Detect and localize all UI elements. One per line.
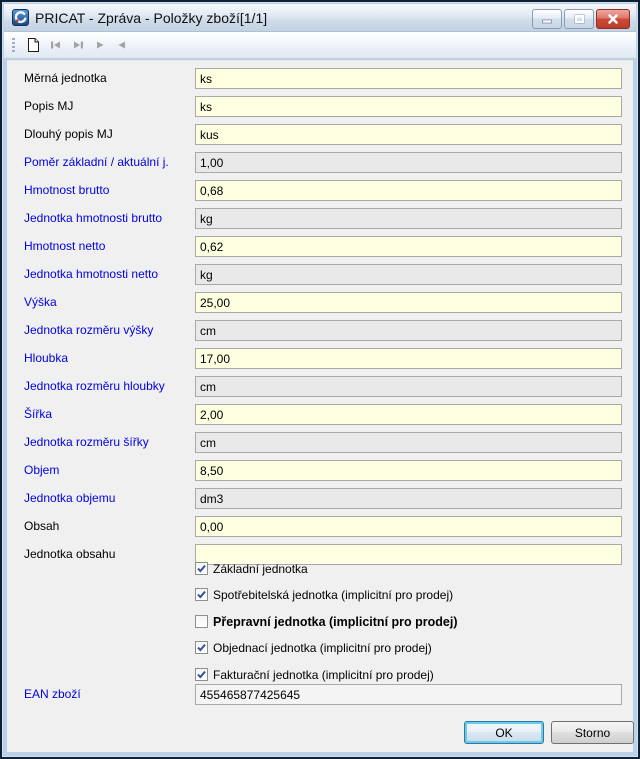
field-row-2 (2, 124, 640, 145)
checkbox-row-1[interactable] (195, 587, 453, 602)
checkmark-icon (196, 563, 207, 574)
field-row-3 (2, 152, 640, 173)
checkbox[interactable] (195, 668, 208, 681)
ok-button[interactable]: OK (464, 721, 544, 744)
field-label-6: Hmotnost netto (24, 239, 106, 253)
field-row-11 (2, 376, 640, 397)
checkbox-label-3: Objednací jednotka (implicitní pro prodej) (213, 640, 432, 655)
field-row-4 (2, 180, 640, 201)
field-input-12[interactable] (195, 404, 622, 425)
next-record-icon (92, 37, 108, 53)
field-input-3 (195, 152, 622, 173)
field-row-0 (2, 68, 640, 89)
minimize-button[interactable] (532, 9, 562, 29)
field-label-2: Dlouhý popis MJ (24, 127, 113, 141)
checkbox[interactable] (195, 641, 208, 654)
checkbox-row-3[interactable] (195, 640, 432, 655)
field-row-14 (2, 460, 640, 481)
field-label-11: Jednotka rozměru hloubky (24, 379, 165, 393)
field-label-10: Hloubka (24, 351, 69, 365)
field-label-9: Jednotka rozměru výšky (24, 323, 154, 337)
field-label-17: Jednotka obsahu (24, 547, 116, 561)
field-label-16: Obsah (24, 519, 60, 533)
field-row-15 (2, 488, 640, 509)
field-input-1[interactable] (195, 96, 622, 117)
field-input-14[interactable] (195, 460, 622, 481)
new-record-button[interactable] (23, 35, 43, 55)
field-row-ean (2, 684, 640, 705)
field-input-9 (195, 320, 622, 341)
checkbox-row-2[interactable] (195, 614, 457, 629)
checkbox-row-0[interactable] (195, 561, 308, 576)
maximize-button[interactable] (564, 9, 594, 29)
field-row-10 (2, 348, 640, 369)
previous-record-icon (114, 37, 130, 53)
field-label-12: Šířka (24, 407, 53, 421)
last-record-button[interactable] (68, 35, 88, 55)
field-row-7 (2, 264, 640, 285)
field-input-6[interactable] (195, 236, 622, 257)
new-document-icon (25, 37, 41, 53)
field-label-7: Jednotka hmotnosti netto (24, 267, 159, 281)
field-input-2[interactable] (195, 124, 622, 145)
field-input-4[interactable] (195, 180, 622, 201)
first-record-button[interactable] (46, 35, 66, 55)
toolbar-grip[interactable] (12, 38, 15, 54)
field-row-1 (2, 96, 640, 117)
field-row-13 (2, 432, 640, 453)
field-label-0: Měrná jednotka (24, 71, 107, 85)
previous-record-button[interactable] (112, 35, 132, 55)
checkbox-label-4: Fakturační jednotka (implicitní pro prodej) (213, 667, 434, 682)
checkbox[interactable] (195, 562, 208, 575)
field-label-5: Jednotka hmotnosti brutto (24, 211, 163, 225)
field-input-0[interactable] (195, 68, 622, 89)
minimize-icon (541, 13, 553, 25)
field-label-1: Popis MJ (24, 99, 74, 113)
ean-input (195, 684, 622, 705)
last-record-icon (70, 37, 86, 53)
next-record-button[interactable] (90, 35, 110, 55)
field-input-16[interactable] (195, 516, 622, 537)
close-button[interactable] (596, 9, 630, 29)
field-label-13: Jednotka rozměru šířky (24, 435, 149, 449)
field-row-16 (2, 516, 640, 537)
field-input-10[interactable] (195, 348, 622, 369)
field-input-15 (195, 488, 622, 509)
first-record-icon (48, 37, 64, 53)
checkbox-label-2: Přepravní jednotka (implicitní pro prodej) (213, 614, 458, 629)
window-title: PRICAT - Zpráva - Položky zboží[1/1] (35, 9, 268, 26)
checkmark-icon (196, 669, 207, 680)
field-input-13 (195, 432, 622, 453)
close-icon (607, 13, 619, 25)
field-input-5 (195, 208, 622, 229)
field-label-15: Jednotka objemu (24, 491, 116, 505)
field-input-8[interactable] (195, 292, 622, 313)
toolbar (4, 32, 636, 59)
checkmark-icon (196, 589, 207, 600)
checkbox[interactable] (195, 588, 208, 601)
field-label-3: Poměr základní / aktuální j. (24, 155, 169, 169)
field-row-12 (2, 404, 640, 425)
field-row-8 (2, 292, 640, 313)
maximize-icon (573, 13, 586, 25)
titlebar[interactable] (4, 4, 636, 32)
field-label-8: Výška (24, 295, 57, 309)
field-row-6 (2, 236, 640, 257)
field-input-11 (195, 376, 622, 397)
field-row-9 (2, 320, 640, 341)
field-label-ean: EAN zboží (24, 687, 81, 701)
checkbox-row-4[interactable] (195, 667, 434, 682)
checkbox[interactable] (195, 615, 208, 628)
checkbox-label-1: Spotřebitelská jednotka (implicitní pro prodej) (213, 587, 454, 602)
app-logo-icon (12, 9, 29, 26)
field-row-17 (2, 544, 640, 565)
field-row-5 (2, 208, 640, 229)
field-label-14: Objem (24, 463, 60, 477)
storno-button[interactable]: Storno (551, 721, 634, 744)
field-label-4: Hmotnost brutto (24, 183, 110, 197)
checkbox-label-0: Základní jednotka (213, 561, 308, 576)
field-input-7 (195, 264, 622, 285)
checkmark-icon (196, 642, 207, 653)
